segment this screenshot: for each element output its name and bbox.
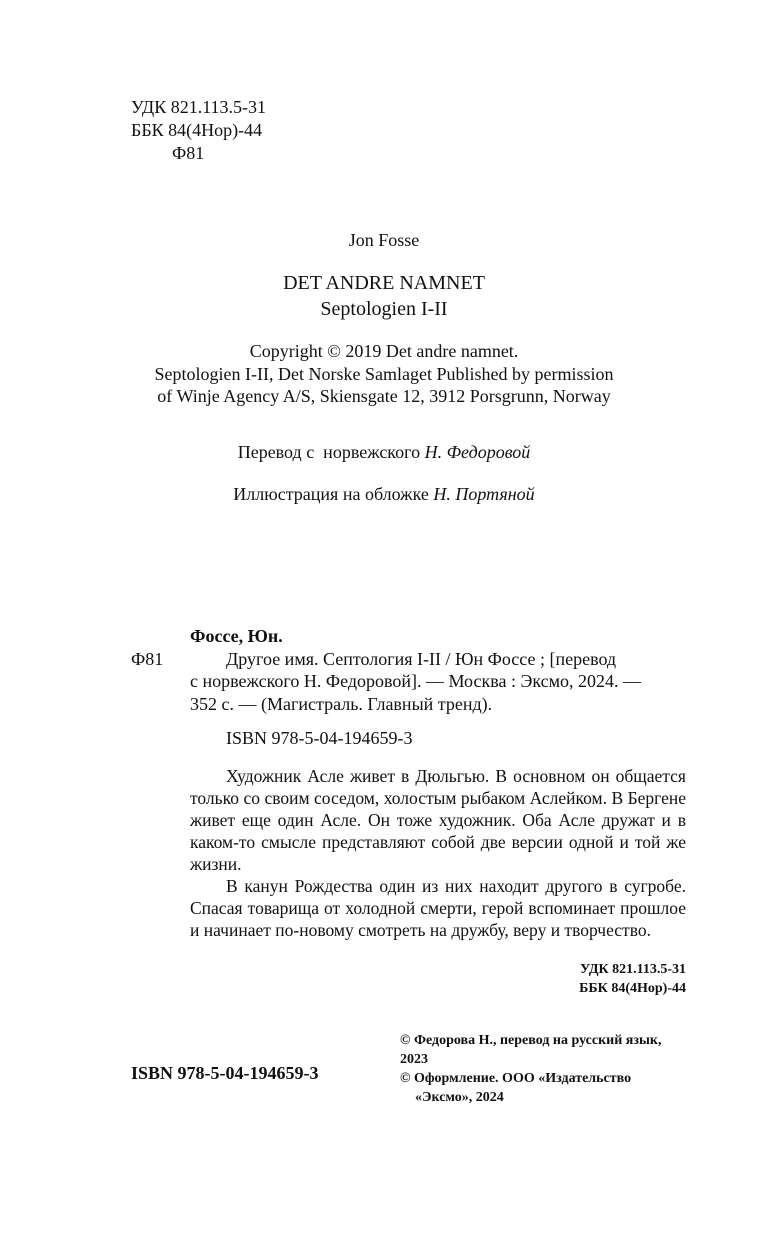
illustrator-name: Н. Портяной <box>433 484 535 504</box>
bibliographic-record <box>131 625 686 750</box>
rights-notice <box>400 1031 690 1107</box>
biblio-line: с норвежского Н. Федоровой]. — Москва : Эксмо, 2024. — <box>190 671 642 691</box>
udk-index: УДК 821.113.5-31 <box>579 962 686 977</box>
rights-line: © Федорова Н., перевод на русский язык, 2023 <box>400 1033 662 1067</box>
biblio-author-sign: Ф81 <box>131 648 164 669</box>
original-subtitle: Septologien I-II <box>320 298 448 320</box>
biblio-author: Фоссе, Юн. <box>190 626 283 646</box>
classification-block-bottom <box>560 960 686 998</box>
udk-index: УДК 821.113.5-31 <box>131 97 267 117</box>
translator-name: Н. Федоровой <box>424 442 531 462</box>
biblio-line: Другое имя. Септология I-II / Юн Фоссе ; [перевод <box>226 648 617 669</box>
original-author: Jon Fosse <box>348 230 420 250</box>
translation-label: Перевод с норвежского <box>237 442 425 462</box>
isbn-number: ISBN 978-5-04-194659-3 <box>131 1063 319 1083</box>
copyright-line: Septologien I-II, Det Norske Samlaget Published by permission <box>154 363 614 384</box>
author-sign: Ф81 <box>172 143 205 163</box>
bbk-index: ББК 84(4Нор)-44 <box>579 981 686 996</box>
bbk-index: ББК 84(4Нор)-44 <box>131 120 263 140</box>
biblio-line: 352 с. — (Магистраль. Главный тренд). <box>190 693 493 714</box>
biblio-entry <box>131 648 686 716</box>
rights-line: © Оформление. ООО «Издательство <box>400 1071 632 1086</box>
translation-credit <box>0 442 768 463</box>
illustration-label: Иллюстрация на обложке <box>233 484 434 504</box>
annotation-paragraph: Художник Асле живет в Дюльгью. В основном он общается только со своим соседом, холостым рыбаком Аслейком. В Бергене живет еще один Асле. Он тоже художник. Оба Асле дружат и в каком-то смысле представляют собой две версии одной и той же жизни. <box>190 766 686 874</box>
classification-block-top <box>131 96 266 165</box>
illustration-credit <box>0 484 768 505</box>
original-title: DET ANDRE NAMNET <box>283 272 485 294</box>
copyright-notice <box>0 340 768 408</box>
original-title-block <box>0 270 768 322</box>
annotation <box>190 765 686 941</box>
copyright-line: Copyright © 2019 Det andre namnet. <box>249 341 519 361</box>
biblio-isbn: ISBN 978-5-04-194659-3 <box>226 728 413 748</box>
rights-line: «Эксмо», 2024 <box>415 1090 504 1105</box>
copyright-line: of Winje Agency A/S, Skiensgate 12, 3912 Porsgrunn, Norway <box>157 386 611 406</box>
annotation-paragraph: В канун Рождества один из них находит другого в сугробе. Спасая товарища от холодной смерти, герой вспоминает прошлое и начинает по-новому смотреть на дружбу, веру и творчество. <box>190 876 686 940</box>
